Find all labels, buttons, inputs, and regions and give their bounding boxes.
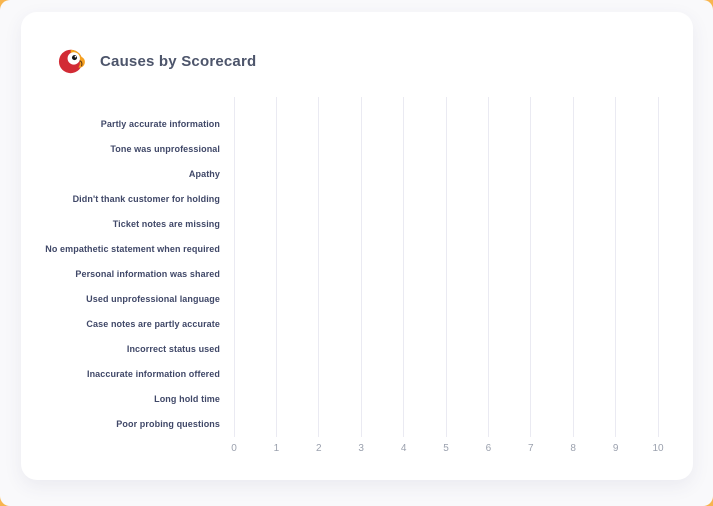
x-tick-label: 8 [570,443,576,454]
bar-row [234,161,658,186]
category-row [21,411,220,436]
category-row [21,111,220,136]
category-row [21,386,220,411]
category-row [21,236,220,261]
bar-row [234,111,658,136]
category-row [21,186,220,211]
category-label: Poor probing questions [116,418,220,429]
x-tick-label: 5 [443,443,449,454]
category-row [21,286,220,311]
bar-row [234,386,658,411]
category-row [21,261,220,286]
category-row [21,136,220,161]
card-header [58,46,256,76]
bar-row [234,336,658,361]
x-tick-label: 2 [316,443,322,454]
x-tick-label: 0 [231,443,237,454]
bar-row [234,361,658,386]
bars-layer [234,111,658,436]
category-label: Inaccurate information offered [86,368,220,379]
bar-row [234,211,658,236]
category-label: Long hold time [154,393,220,404]
category-row [21,161,220,186]
category-label: Partly accurate information [100,118,220,129]
bar-row [234,411,658,436]
category-label: No empathetic statement when required [45,243,220,254]
bar-row [234,186,658,211]
category-label: Incorrect status used [126,343,220,354]
category-label: Personal information was shared [75,268,220,279]
category-label: Case notes are partly accurate [86,318,220,329]
category-row [21,361,220,386]
category-label: Didn't thank customer for holding [72,193,220,204]
category-label: Ticket notes are missing [112,218,220,229]
category-row [21,311,220,336]
bar-row [234,286,658,311]
x-tick-label: 6 [485,443,492,454]
category-row [21,211,220,236]
x-tick-label: 7 [528,443,534,454]
parrot-logo-icon [58,46,88,76]
bar-row [234,261,658,286]
x-tick-label: 1 [273,443,280,454]
x-tick-label: 9 [612,443,619,454]
category-label: Tone was unprofessional [110,143,220,154]
x-tick-label: 10 [652,443,664,454]
bar-row [234,311,658,336]
category-row [21,336,220,361]
x-axis [231,443,664,457]
bar-row [234,236,658,261]
chart-card [21,12,693,480]
category-label: Apathy [188,168,220,179]
x-tick-label: 4 [400,443,407,454]
bar-row [234,136,658,161]
chart-title: Causes by Scorecard [100,52,257,70]
x-tick-label: 3 [358,443,364,454]
category-labels [21,111,220,436]
category-label: Used unprofessional language [86,293,220,304]
